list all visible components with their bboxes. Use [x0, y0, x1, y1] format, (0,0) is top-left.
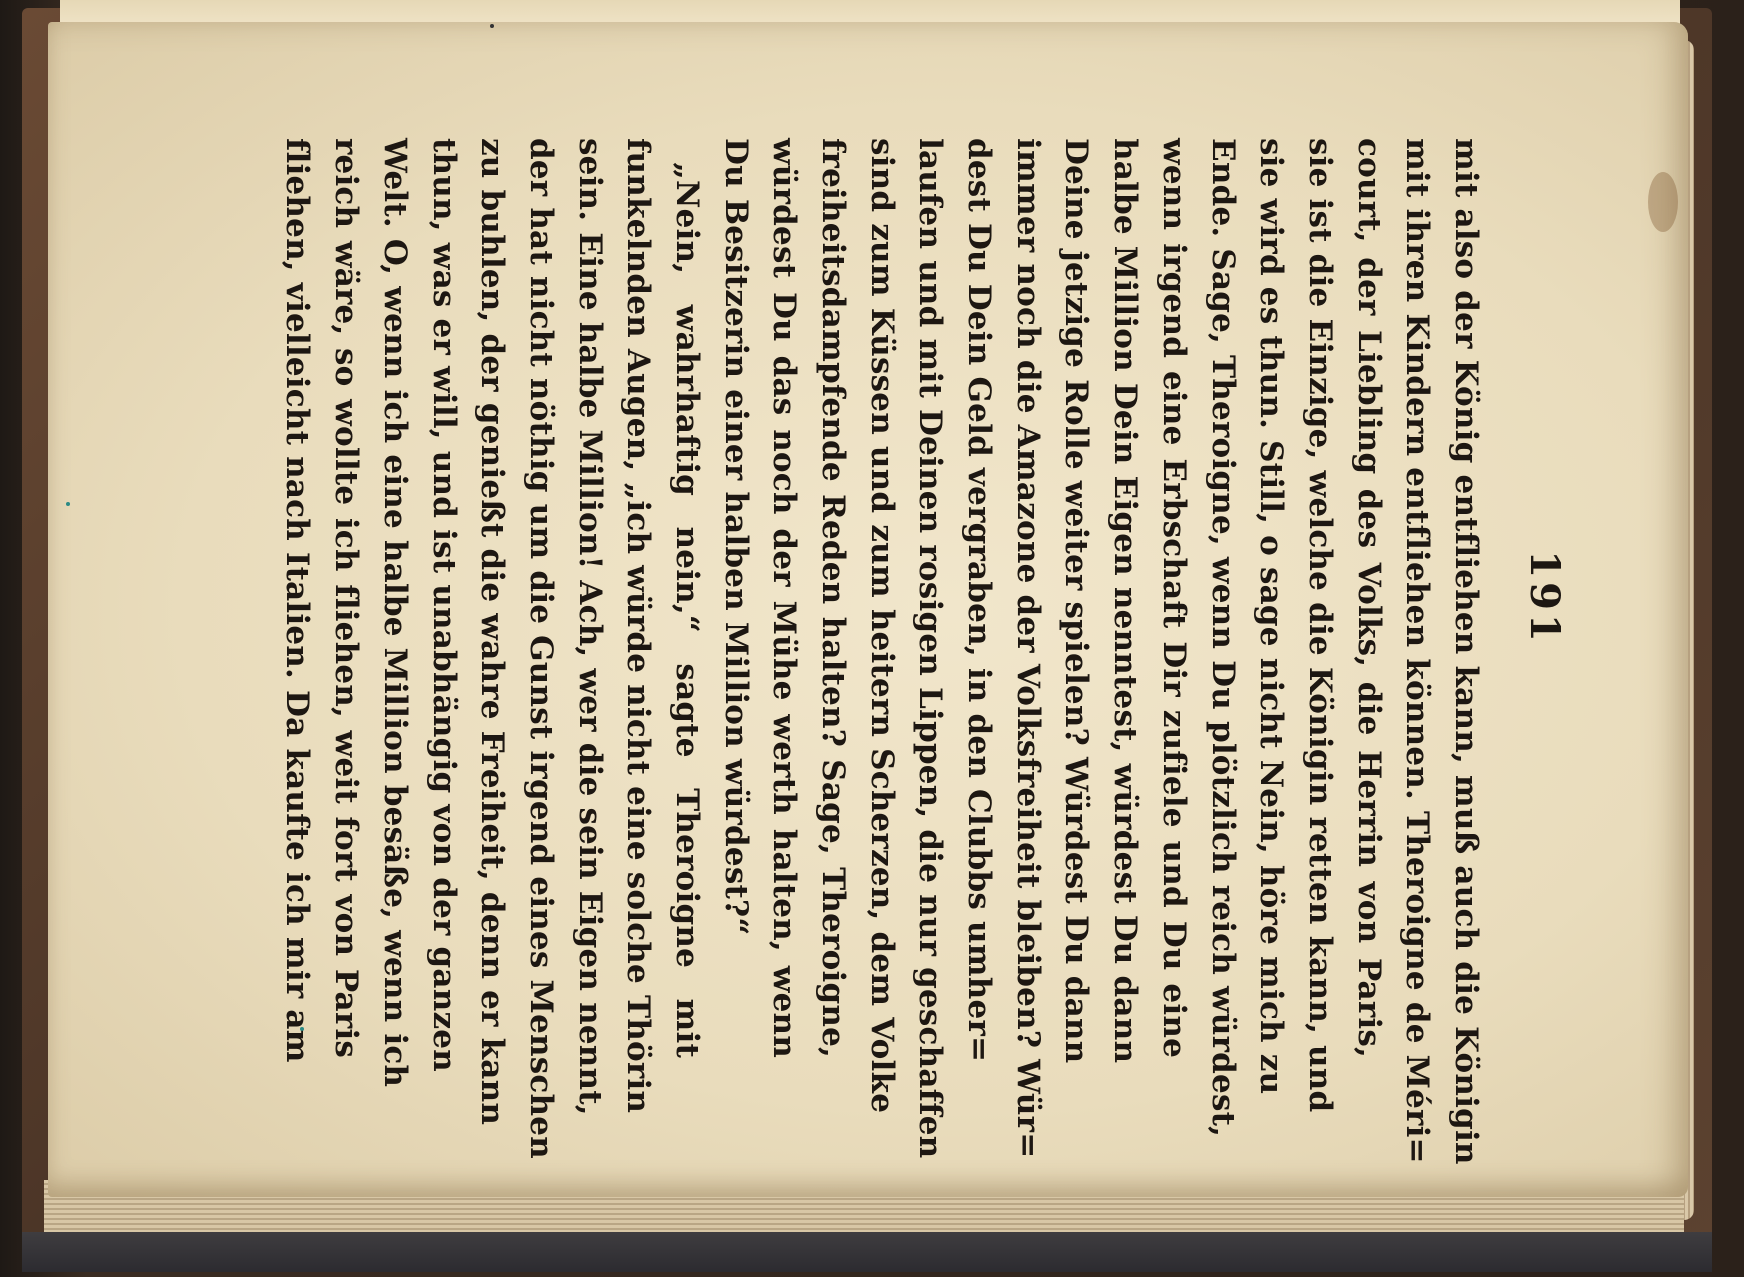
- text-line: halbe Million Dein Eigen nenntest, würdest Du dann: [1107, 138, 1144, 1064]
- text-line: würdest Du das noch der Mühe werth halten, wenn: [766, 138, 803, 1058]
- text-line: mit also der König entfliehen kann, muß auch die Königin: [1448, 138, 1484, 1165]
- page-text-block: [279, 138, 1568, 1165]
- text-line: reich wäre, so wollte ich fliehen, weit fort von Paris: [328, 138, 365, 1058]
- text-line: sein. Eine halbe Million! Ach, wer die sein Eigen nennt,: [571, 138, 608, 1116]
- text-line: „Nein, wahrhaftig nein,“ sagte Theroigne mit: [669, 162, 705, 1058]
- page-number: 191: [1521, 550, 1568, 646]
- ink-speck: [66, 502, 70, 506]
- text-line: sie ist die Einzige, welche die Königin retten kann, und: [1301, 138, 1338, 1113]
- text-line: court, der Liebling des Volks, die Herrin von Paris,: [1350, 138, 1387, 1058]
- text-line: immer noch die Amazone der Volksfreiheit bleiben? Wür=: [1009, 138, 1046, 1159]
- text-line: mit ihren Kindern entfliehen können. Theroigne de Méri=: [1399, 138, 1436, 1164]
- text-line: der hat nicht nöthig um die Gunst irgend eines Menschen: [522, 138, 559, 1159]
- text-line: sie wird es thun. Still, o sage nicht Nein, höre mich zu: [1253, 138, 1290, 1095]
- cover-bottom-strip: [22, 1232, 1712, 1272]
- text-line: zu buhlen, der genießt die wahre Freiheit, denn er kann: [474, 138, 511, 1126]
- text-line: funkelnden Augen, „ich würde nicht eine solche Thörin: [620, 138, 657, 1114]
- text-line: dest Du Dein Geld vergraben, in den Clubbs umher=: [961, 138, 998, 1063]
- text-lines: [273, 138, 1490, 1165]
- text-line: Deine jetzige Rolle weiter spielen? Würdest Du dann: [1058, 138, 1095, 1064]
- stain-mark: [1648, 172, 1678, 232]
- text-line: wenn irgend eine Erbschaft Dir zufiele und Du eine: [1155, 138, 1192, 1058]
- text-line: Ende. Sage, Theroigne, wenn Du plötzlich reich würdest,: [1204, 138, 1241, 1138]
- text-line: fliehen, vielleicht nach Italien. Da kaufte ich mir am: [279, 138, 316, 1063]
- ink-speck: [490, 24, 494, 28]
- text-line: Welt. O, wenn ich eine halbe Million besäße, wenn ich: [376, 138, 413, 1088]
- text-line: freiheitsdampfende Reden halten? Sage, Theroigne,: [815, 138, 852, 1058]
- text-line: sind zum Küssen und zum heitern Scherzen, dem Volke: [863, 138, 900, 1114]
- text-line: thun, was er will, und ist unabhängig von der ganzen: [425, 138, 462, 1072]
- text-line: laufen und mit Deinen rosigen Lippen, die nur geschaffen: [912, 138, 949, 1159]
- text-line: Du Besitzerin einer halben Million würdest?“: [717, 138, 754, 936]
